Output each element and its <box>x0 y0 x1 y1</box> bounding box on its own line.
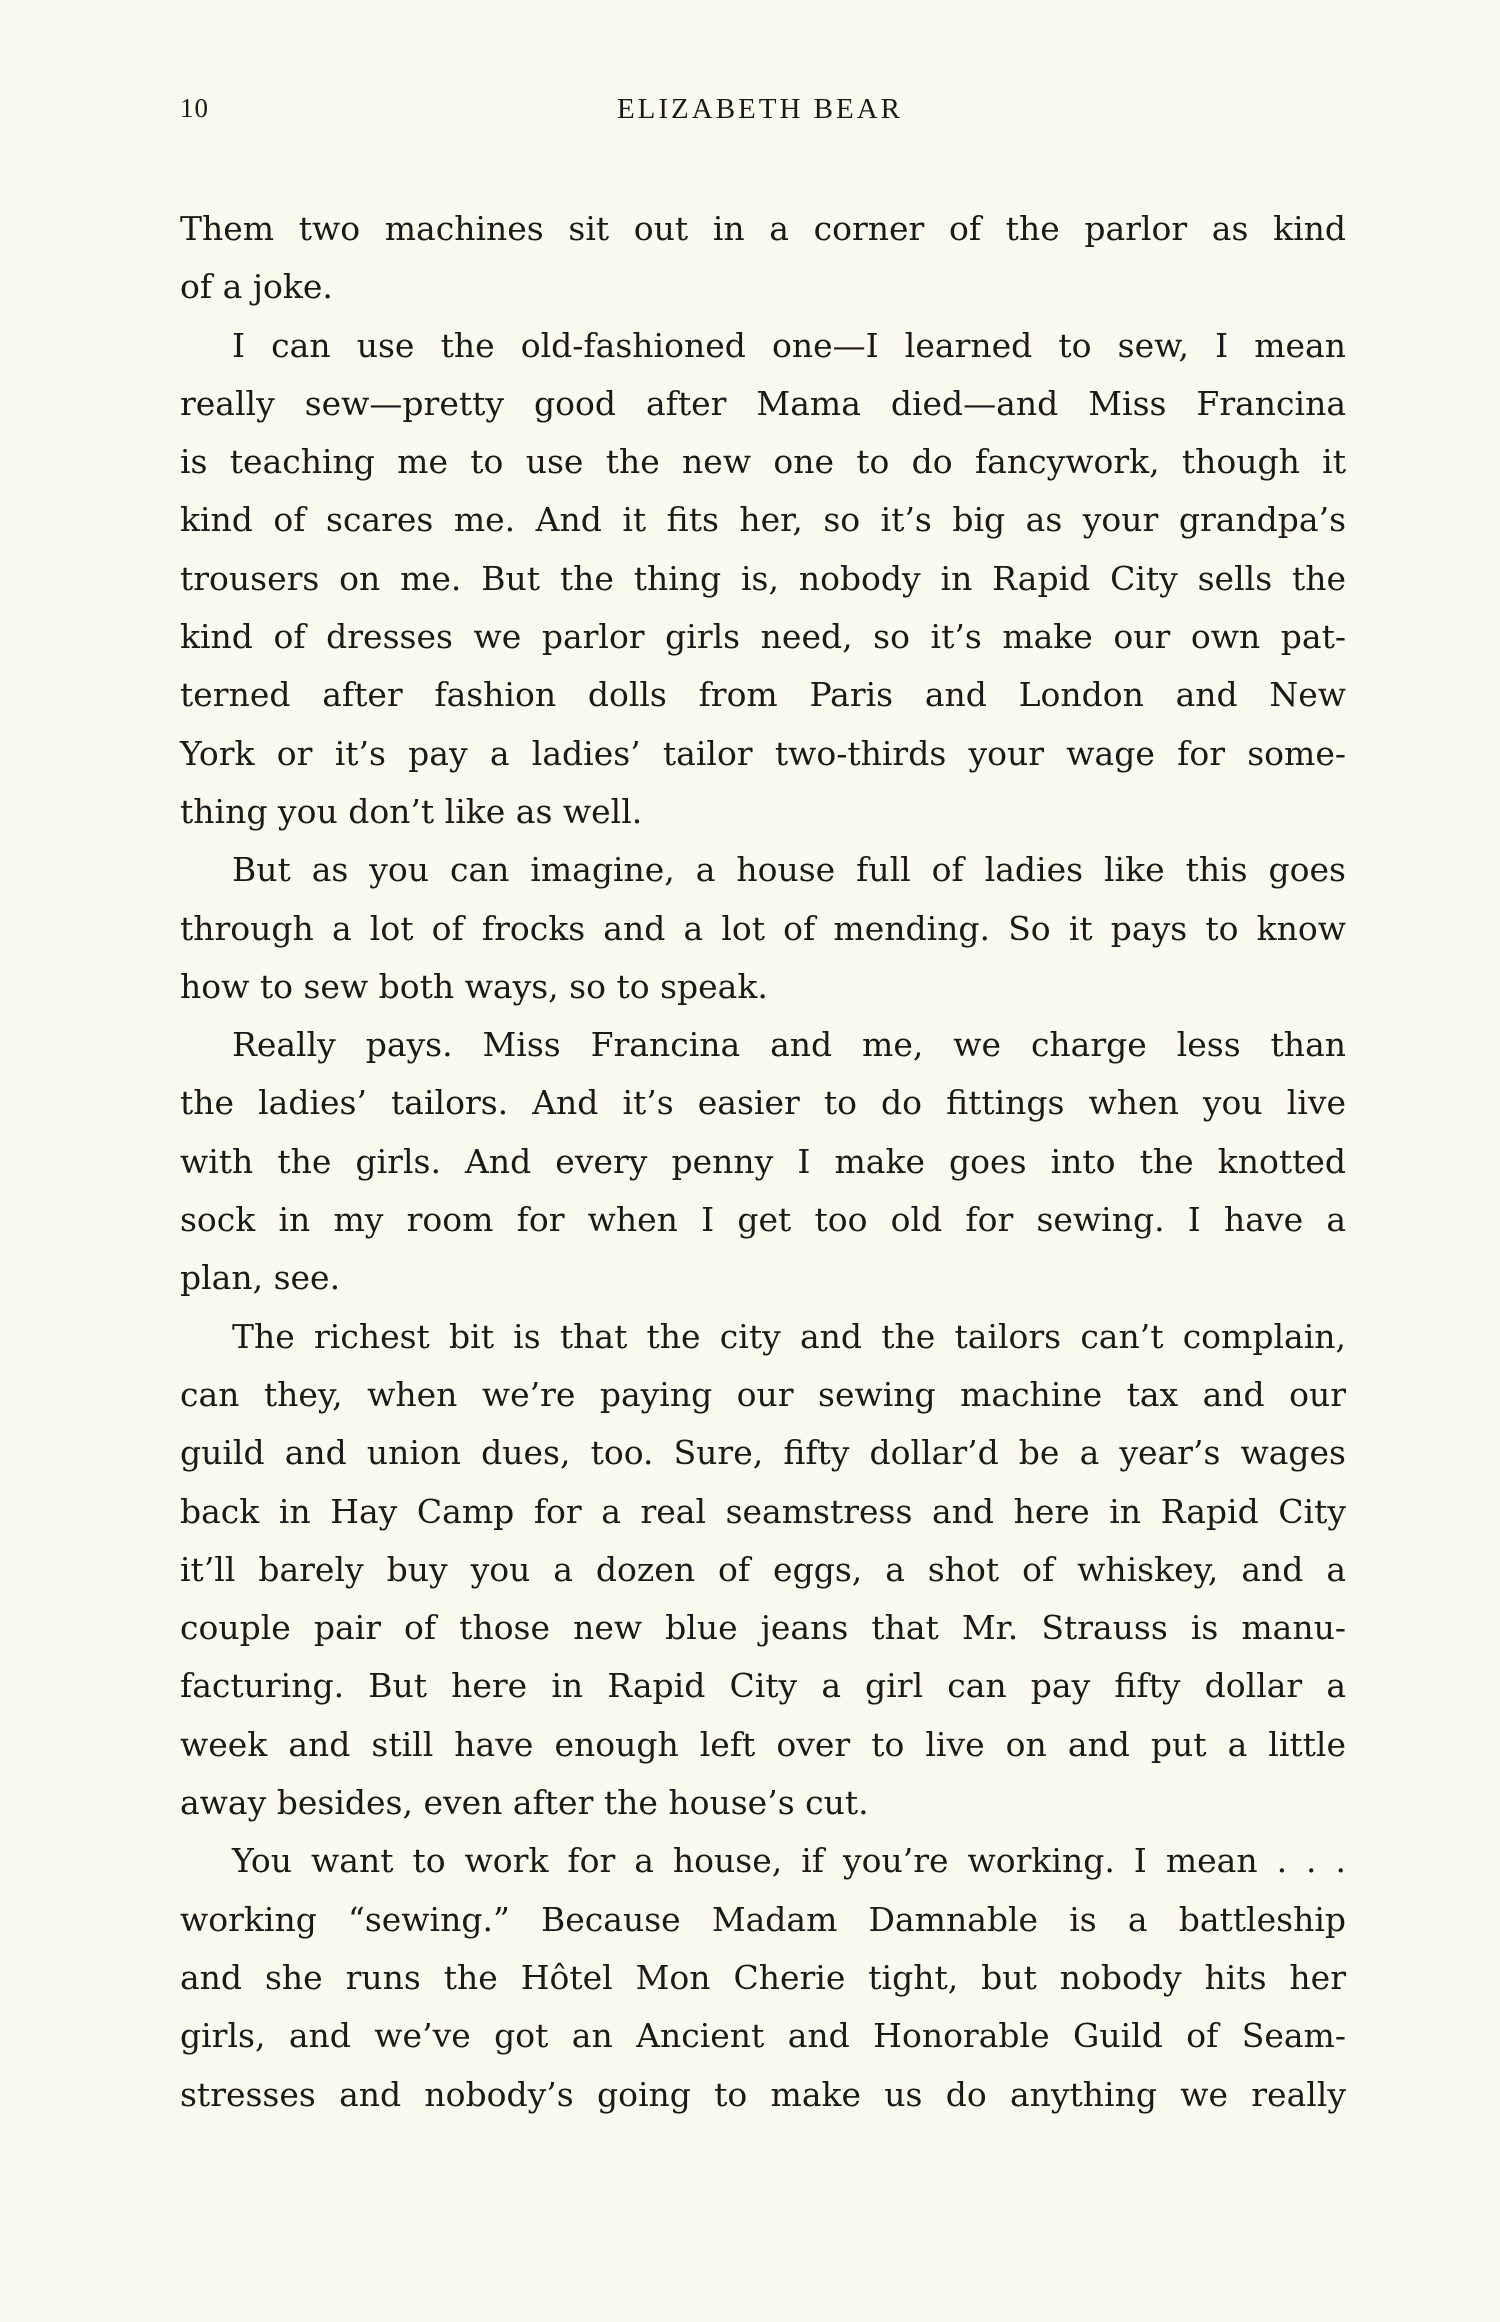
text-line: thing you don’t like as well. <box>180 791 643 831</box>
paragraph <box>180 317 1346 842</box>
text-line: guild and union dues, too. Sure, fifty dollar’d be a year’s wages <box>180 1433 1346 1473</box>
text-line: and she runs the Hôtel Mon Cherie tight, but nobody hits her <box>180 1957 1346 1997</box>
text-line: You want to work for a house, if you’re working. I mean . . . <box>232 1841 1346 1881</box>
text-line: York or it’s pay a ladies’ tailor two-thirds your wage for some- <box>180 733 1346 773</box>
running-head <box>180 93 1340 133</box>
text-line: Them two machines sit out in a corner of the parlor as kind <box>180 209 1346 248</box>
text-line: kind of dresses we parlor girls need, so it’s make our own pat- <box>180 617 1346 657</box>
text-line: it’ll barely buy you a dozen of eggs, a shot of whiskey, and a <box>180 1549 1346 1589</box>
text-line: kind of scares me. And it fits her, so it’s big as your grandpa’s <box>180 500 1346 540</box>
text-line: I can use the old-fashioned one—I learned to sew, I mean <box>232 325 1346 365</box>
text-line: couple pair of those new blue jeans that Mr. Strauss is manu- <box>180 1608 1346 1648</box>
paragraph <box>180 200 1346 317</box>
text-line: Really pays. Miss Francina and me, we charge less than <box>232 1025 1346 1065</box>
text-line: working “sewing.” Because Madam Damnable is a battleship <box>180 1899 1346 1939</box>
text-line: can they, when we’re paying our sewing machine tax and our <box>180 1374 1346 1414</box>
text-line: away besides, even after the house’s cut. <box>180 1783 869 1823</box>
page-number: 10 <box>180 93 209 123</box>
text-line: stresses and nobody’s going to make us do anything we really <box>180 2074 1346 2114</box>
text-line: is teaching me to use the new one to do fancywork, though it <box>180 442 1346 482</box>
text-line: how to sew both ways, so to speak. <box>180 966 768 1006</box>
text-line: week and still have enough left over to live on and put a little <box>180 1724 1346 1764</box>
text-line: The richest bit is that the city and the tailors can’t complain, <box>232 1316 1346 1356</box>
text-line: terned after fashion dolls from Paris and London and New <box>180 675 1346 715</box>
paragraph <box>180 1016 1346 1307</box>
body-text <box>180 200 1346 2124</box>
text-line: facturing. But here in Rapid City a girl can pay fifty dollar a <box>180 1666 1346 1706</box>
text-line: really sew—pretty good after Mama died—and Miss Francina <box>180 383 1346 423</box>
text-line: trousers on me. But the thing is, nobody in Rapid City sells the <box>180 558 1346 598</box>
paragraph <box>180 1308 1346 1833</box>
text-line: But as you can imagine, a house full of ladies like this goes <box>232 850 1346 890</box>
text-line: back in Hay Camp for a real seamstress and here in Rapid City <box>180 1491 1346 1531</box>
text-line: with the girls. And every penny I make goes into the knotted <box>180 1141 1346 1181</box>
paragraph <box>180 1832 1346 2123</box>
paragraph <box>180 841 1346 1016</box>
text-line: sock in my room for when I get too old for sewing. I have a <box>180 1200 1346 1240</box>
text-line: the ladies’ tailors. And it’s easier to do fittings when you live <box>180 1083 1346 1123</box>
text-line: girls, and we’ve got an Ancient and Honorable Guild of Seam- <box>180 2016 1346 2056</box>
text-line: plan, see. <box>180 1258 341 1298</box>
text-line: through a lot of frocks and a lot of mending. So it pays to know <box>180 908 1346 948</box>
book-author-header: ELIZABETH BEAR <box>616 93 904 125</box>
text-line: of a joke. <box>180 267 333 307</box>
